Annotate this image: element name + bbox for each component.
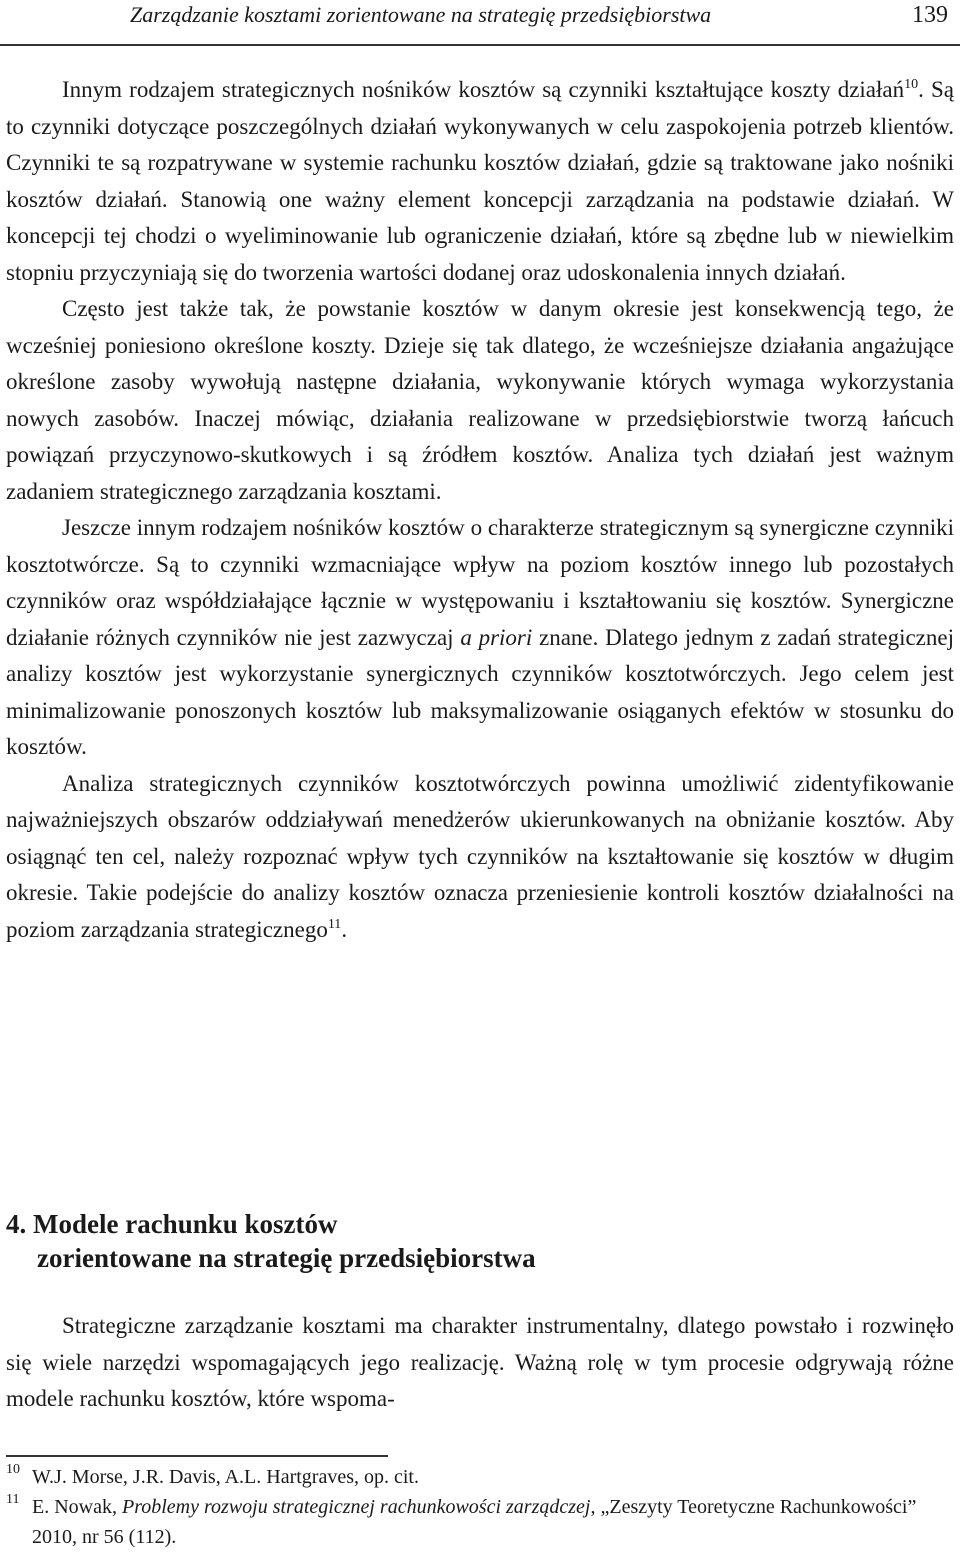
section-title-line-2: zorientowane na strategię przedsiębiorstwa: [37, 1243, 536, 1273]
page-number: 139: [912, 2, 948, 28]
section-number: 4.: [6, 1209, 27, 1239]
page-header: [0, 0, 960, 46]
footnote-text: W.J. Morse, J.R. Davis, A.L. Hartgraves, op. cit.: [32, 1466, 419, 1488]
footnote-ref-10: 10: [904, 77, 919, 92]
footnote-ref-11: 11: [327, 916, 342, 932]
section-title-line-1: [6, 1207, 954, 1241]
paragraph-2: Często jest także tak, że powstanie kosztów w danym okresie jest konsekwencją tego, że wcześniej poniesiono określone koszty. Dzieje się tak dlatego, że wcześniejsze działania angażujące określone zasoby wywołują następne działania, wykonywanie których wymaga wykorzystania nowych zasobów. Inaczej mówiąc, działania realizowane w przedsiębiorstwie tworzą łańcuch powiązań przyczynowo-skutkowych i są źródłem kosztów. Analiza tych działań jest ważnym zadaniem strategicznego zarządzania kosztami.: [6, 296, 954, 504]
footnote-number: 10: [6, 1462, 20, 1477]
paragraph-3-text-b: znane. Dlatego jednym z zadań strategicznej analizy kosztów jest wykorzystanie synergicznych czynników kosztotwórczych. Jego celem jest minimalizowanie ponoszonych kosztów lub maksymalizowanie osiąganych efektów w stosunku do kosztów.: [6, 624, 954, 759]
footnote-separator: [6, 1455, 388, 1457]
footnote-11: [6, 1492, 954, 1552]
footnote-text: [32, 1496, 916, 1548]
footnote-title: Problemy rozwoju strategicznej rachunkowości zarządczej: [121, 1496, 591, 1518]
paragraph-3-italic: a priori: [460, 624, 533, 650]
main-text: [6, 72, 954, 948]
footnote-source: , „Zeszyty Teoretyczne Rachunkowości” 2010, nr 56 (112).: [32, 1496, 917, 1548]
paragraph-1: [6, 72, 954, 291]
section-heading: [6, 1207, 954, 1275]
paragraph-5: Strategiczne zarządzanie kosztami ma charakter instrumentalny, dlatego powstało i rozwinęło się wiele narzędzi wspomagających jego realizację. Ważną rolę w tym procesie odgrywają różne modele rachunku kosztów, które wspoma-: [6, 1313, 954, 1411]
paragraph-1-text-a: Innym rodzajem strategicznych nośników kosztów są czynniki kształtujące koszty działań: [62, 77, 905, 102]
footnote-author: E. Nowak,: [32, 1496, 122, 1518]
section-text: [6, 1308, 954, 1418]
paragraph-3: [6, 510, 954, 766]
paragraph-1-text-b: . Są to czynniki dotyczące poszczególnych działań wykonywanych w celu zaspokojenia potrzeb klientów. Czynniki te są rozpatrywane w systemie rachunku kosztów działań, gdzie są traktowane jako nośniki kosztów działań. Stanowią one ważny element koncepcji zarządzania na podstawie działań. W koncepcji tej chodzi o wyeliminowanie lub ograniczenie działań, które są zbędne lub w niewielkim stopniu przyczyniają się do tworzenia wartości dodanej oraz udoskonalenia innych działań.: [6, 77, 954, 285]
running-title: Zarządzanie kosztami zorientowane na strategię przedsiębiorstwa: [130, 2, 712, 27]
paragraph-4-text-b: .: [341, 916, 348, 942]
footnote-number: 11: [6, 1492, 20, 1507]
paragraph-3-text-a: Jeszcze innym rodzajem nośników kosztów o charakterze strategicznym są synergiczne czynniki kosztotwórcze. Są to czynniki wzmacniające wpływ na poziom kosztów innego lub pozostałych czynników oraz współdziałające łącznie w występowaniu i kształtowaniu się kosztów. Synergiczne działanie różnych czynników nie jest zazwyczaj: [6, 515, 954, 650]
paragraph-4: [6, 766, 954, 949]
paragraph-4-text-a: Analiza strategicznych czynników kosztotwórczych powinna umożliwić zidentyfikowanie najważniejszych obszarów oddziaływań menedżerów ukierunkowanych na obniżanie kosztów. Aby osiągnąć ten cel, należy rozpoznać wpływ tych czynników na kształtowanie się kosztów w długim okresie. Takie podejście do analizy kosztów oznacza przeniesienie kontroli kosztów działalności na poziom zarządzania strategicznego: [6, 770, 954, 942]
footnotes: [6, 1462, 954, 1552]
footnote-10: [6, 1462, 954, 1492]
section-title-1: Modele rachunku kosztów: [33, 1209, 338, 1239]
